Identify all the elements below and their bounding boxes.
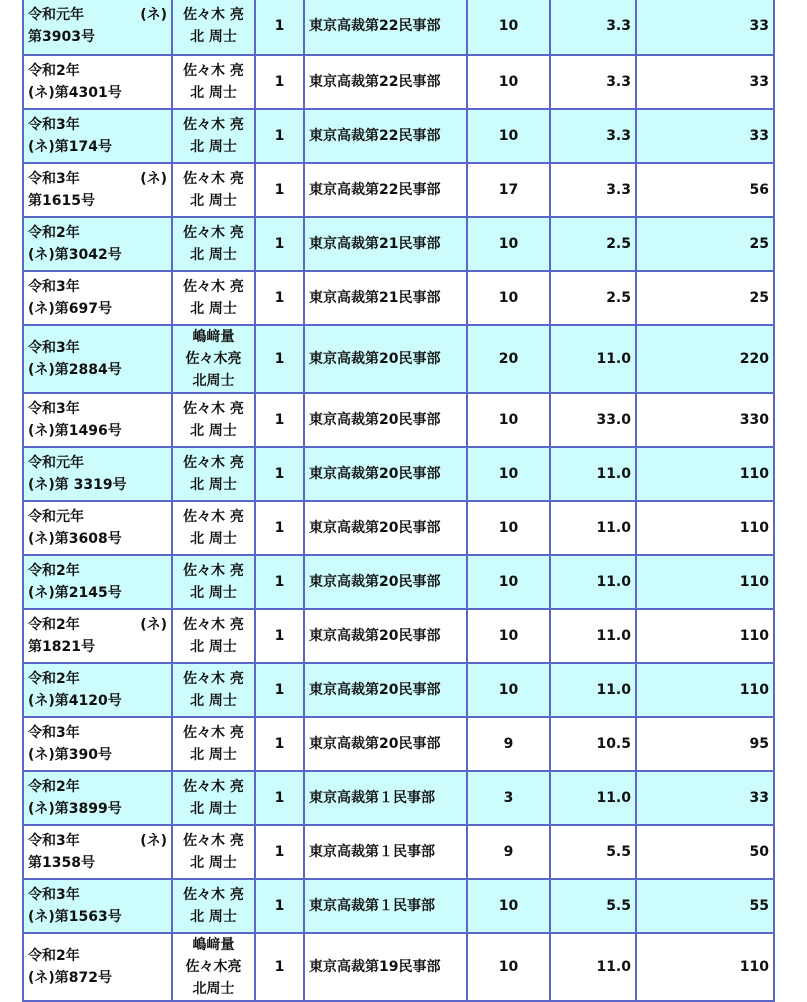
attorney-name: 佐々木 亮 [183,7,244,23]
case-number: 第3903号 [28,29,95,45]
attorney-name: 北 周士 [190,801,237,817]
attorney-name: 嶋﨑量 [192,329,235,345]
quantity-cell: 10 [467,0,550,55]
rate-cell: 11.0 [550,501,636,555]
total-cell: 50 [636,825,774,879]
attorney-cell [172,771,255,825]
table-row [23,879,774,933]
attorney-name: 北 周士 [190,693,237,709]
attorney-name: 佐々木 亮 [183,279,244,295]
quantity-cell: 10 [467,393,550,447]
count-cell: 1 [255,393,304,447]
table-row [23,325,774,393]
table-row [23,271,774,325]
attorney-name: 佐々木 亮 [183,725,244,741]
case-era: 令和3年 [28,279,80,295]
table-row [23,555,774,609]
attorney-name: 佐々木 亮 [183,563,244,579]
attorney-name: 佐々木 亮 [183,455,244,471]
case-era: 令和3年 [28,117,80,133]
attorney-name: 北周士 [192,373,235,389]
case-era: 令和元年 [28,455,84,471]
case-number-cell [23,0,172,55]
quantity-cell: 20 [467,325,550,393]
total-cell: 33 [636,0,774,55]
case-number-cell [23,501,172,555]
court-cell: 東京高裁第20民事部 [304,447,467,501]
attorney-cell [172,825,255,879]
case-number-cell [23,825,172,879]
case-number-cell [23,217,172,271]
rate-cell: 3.3 [550,163,636,217]
case-number-cell [23,109,172,163]
attorney-cell [172,163,255,217]
count-cell: 1 [255,0,304,55]
case-number: (ネ)第2884号 [28,362,122,378]
table-row [23,501,774,555]
count-cell: 1 [255,163,304,217]
attorney-name: 北 周士 [190,855,237,871]
rate-cell: 33.0 [550,393,636,447]
rate-cell: 11.0 [550,555,636,609]
case-number: (ネ)第1563号 [28,909,122,925]
court-cell: 東京高裁第21民事部 [304,217,467,271]
case-table [22,0,775,1002]
table-row [23,825,774,879]
case-era: 令和3年 [28,725,80,741]
case-number: 第1821号 [28,639,95,655]
case-number-cell [23,271,172,325]
count-cell: 1 [255,217,304,271]
attorney-cell [172,555,255,609]
attorney-name: 佐々木 亮 [183,617,244,633]
table-row [23,447,774,501]
court-cell: 東京高裁第22民事部 [304,0,467,55]
case-number-cell [23,771,172,825]
attorney-name: 佐々木亮 [185,959,242,975]
attorney-cell [172,501,255,555]
quantity-cell: 10 [467,609,550,663]
case-type: (ネ) [140,833,167,849]
total-cell: 33 [636,109,774,163]
case-number-cell [23,609,172,663]
attorney-cell [172,55,255,109]
case-era: 令和2年 [28,63,80,79]
table-row [23,163,774,217]
table-row [23,717,774,771]
case-number-cell [23,393,172,447]
total-cell: 110 [636,501,774,555]
table-row [23,217,774,271]
rate-cell: 11.0 [550,663,636,717]
attorney-name: 北 周士 [190,29,237,45]
case-number-cell [23,55,172,109]
rate-cell: 11.0 [550,447,636,501]
court-cell: 東京高裁第20民事部 [304,663,467,717]
case-number: (ネ)第174号 [28,139,113,155]
count-cell: 1 [255,447,304,501]
attorney-name: 北 周士 [190,639,237,655]
quantity-cell: 17 [467,163,550,217]
case-number-cell [23,325,172,393]
total-cell: 220 [636,325,774,393]
attorney-name: 嶋﨑量 [192,937,235,953]
attorney-name: 佐々木 亮 [183,401,244,417]
table-row [23,0,774,55]
case-era: 令和3年 [28,833,80,849]
attorney-cell [172,271,255,325]
attorney-cell [172,717,255,771]
case-number: (ネ)第3042号 [28,247,122,263]
rate-cell: 11.0 [550,609,636,663]
quantity-cell: 10 [467,447,550,501]
total-cell: 25 [636,271,774,325]
attorney-name: 北 周士 [190,139,237,155]
rate-cell: 3.3 [550,55,636,109]
count-cell: 1 [255,609,304,663]
quantity-cell: 10 [467,879,550,933]
case-era: 令和2年 [28,617,80,633]
case-era: 令和元年 [28,509,84,525]
court-cell: 東京高裁第22民事部 [304,55,467,109]
attorney-name: 北 周士 [190,477,237,493]
count-cell: 1 [255,825,304,879]
case-number-cell [23,879,172,933]
case-era: 令和3年 [28,171,80,187]
case-type: (ネ) [140,171,167,187]
count-cell: 1 [255,501,304,555]
attorney-name: 北 周士 [190,909,237,925]
table-body [23,0,774,1001]
table-row [23,609,774,663]
court-cell: 東京高裁第20民事部 [304,501,467,555]
attorney-name: 北 周士 [190,423,237,439]
quantity-cell: 10 [467,555,550,609]
attorney-name: 佐々木 亮 [183,833,244,849]
attorney-cell [172,879,255,933]
case-era: 令和2年 [28,948,80,964]
court-cell: 東京高裁第20民事部 [304,393,467,447]
count-cell: 1 [255,555,304,609]
total-cell: 95 [636,717,774,771]
total-cell: 330 [636,393,774,447]
case-number-cell [23,933,172,1001]
case-number: (ネ)第390号 [28,747,113,763]
table-row [23,771,774,825]
case-number: (ネ)第4120号 [28,693,122,709]
quantity-cell: 10 [467,109,550,163]
total-cell: 55 [636,879,774,933]
case-number: (ネ)第4301号 [28,85,122,101]
total-cell: 33 [636,55,774,109]
case-number-cell [23,447,172,501]
rate-cell: 10.5 [550,717,636,771]
total-cell: 110 [636,609,774,663]
quantity-cell: 10 [467,217,550,271]
court-cell: 東京高裁第22民事部 [304,109,467,163]
table-row [23,55,774,109]
court-cell: 東京高裁第１民事部 [304,825,467,879]
case-era: 令和2年 [28,671,80,687]
table-row [23,663,774,717]
total-cell: 56 [636,163,774,217]
court-cell: 東京高裁第21民事部 [304,271,467,325]
quantity-cell: 9 [467,825,550,879]
total-cell: 33 [636,771,774,825]
attorney-name: 北周士 [192,981,235,997]
case-number: (ネ)第3899号 [28,801,122,817]
quantity-cell: 10 [467,501,550,555]
quantity-cell: 10 [467,933,550,1001]
rate-cell: 11.0 [550,933,636,1001]
attorney-cell [172,663,255,717]
rate-cell: 3.3 [550,0,636,55]
court-cell: 東京高裁第20民事部 [304,555,467,609]
count-cell: 1 [255,933,304,1001]
attorney-name: 北 周士 [190,747,237,763]
quantity-cell: 9 [467,717,550,771]
attorney-name: 佐々木 亮 [183,117,244,133]
case-era: 令和3年 [28,887,80,903]
attorney-cell [172,325,255,393]
court-cell: 東京高裁第22民事部 [304,163,467,217]
attorney-cell [172,0,255,55]
rate-cell: 5.5 [550,879,636,933]
quantity-cell: 10 [467,663,550,717]
rate-cell: 2.5 [550,271,636,325]
attorney-cell [172,393,255,447]
case-type: (ネ) [140,7,167,23]
attorney-name: 北 周士 [190,585,237,601]
quantity-cell: 10 [467,271,550,325]
count-cell: 1 [255,663,304,717]
court-cell: 東京高裁第20民事部 [304,325,467,393]
case-number: 第1615号 [28,193,95,209]
total-cell: 110 [636,933,774,1001]
rate-cell: 5.5 [550,825,636,879]
quantity-cell: 3 [467,771,550,825]
court-cell: 東京高裁第20民事部 [304,609,467,663]
court-cell: 東京高裁第20民事部 [304,717,467,771]
case-number: 第1358号 [28,855,95,871]
attorney-cell [172,609,255,663]
case-era: 令和2年 [28,779,80,795]
attorney-name: 佐々木 亮 [183,171,244,187]
attorney-name: 佐々木 亮 [183,509,244,525]
attorney-name: 佐々木 亮 [183,779,244,795]
total-cell: 110 [636,555,774,609]
table-row [23,393,774,447]
quantity-cell: 10 [467,55,550,109]
case-era: 令和元年 [28,7,84,23]
case-type: (ネ) [140,617,167,633]
count-cell: 1 [255,55,304,109]
count-cell: 1 [255,771,304,825]
attorney-name: 佐々木亮 [185,351,242,367]
case-number: (ネ)第1496号 [28,423,122,439]
court-cell: 東京高裁第19民事部 [304,933,467,1001]
case-number: (ネ)第2145号 [28,585,122,601]
table-row [23,109,774,163]
attorney-name: 北 周士 [190,531,237,547]
total-cell: 110 [636,447,774,501]
attorney-cell [172,447,255,501]
case-number: (ネ)第697号 [28,301,113,317]
case-number: (ネ)第3608号 [28,531,122,547]
attorney-name: 佐々木 亮 [183,63,244,79]
total-cell: 25 [636,217,774,271]
attorney-name: 北 周士 [190,247,237,263]
attorney-cell [172,109,255,163]
rate-cell: 11.0 [550,771,636,825]
attorney-cell [172,217,255,271]
attorney-name: 北 周士 [190,301,237,317]
rate-cell: 3.3 [550,109,636,163]
case-era: 令和2年 [28,225,80,241]
case-number-cell [23,663,172,717]
total-cell: 110 [636,663,774,717]
count-cell: 1 [255,717,304,771]
case-number-cell [23,717,172,771]
court-cell: 東京高裁第１民事部 [304,879,467,933]
count-cell: 1 [255,325,304,393]
attorney-name: 佐々木 亮 [183,225,244,241]
attorney-name: 佐々木 亮 [183,887,244,903]
count-cell: 1 [255,271,304,325]
court-cell: 東京高裁第１民事部 [304,771,467,825]
attorney-name: 佐々木 亮 [183,671,244,687]
table-row [23,933,774,1001]
count-cell: 1 [255,879,304,933]
case-era: 令和3年 [28,340,80,356]
attorney-name: 北 周士 [190,85,237,101]
attorney-name: 北 周士 [190,193,237,209]
case-number: (ネ)第 3319号 [28,477,127,493]
case-number-cell [23,555,172,609]
rate-cell: 11.0 [550,325,636,393]
case-era: 令和2年 [28,563,80,579]
count-cell: 1 [255,109,304,163]
case-era: 令和3年 [28,401,80,417]
attorney-cell [172,933,255,1001]
rate-cell: 2.5 [550,217,636,271]
case-number: (ネ)第872号 [28,970,113,986]
case-number-cell [23,163,172,217]
